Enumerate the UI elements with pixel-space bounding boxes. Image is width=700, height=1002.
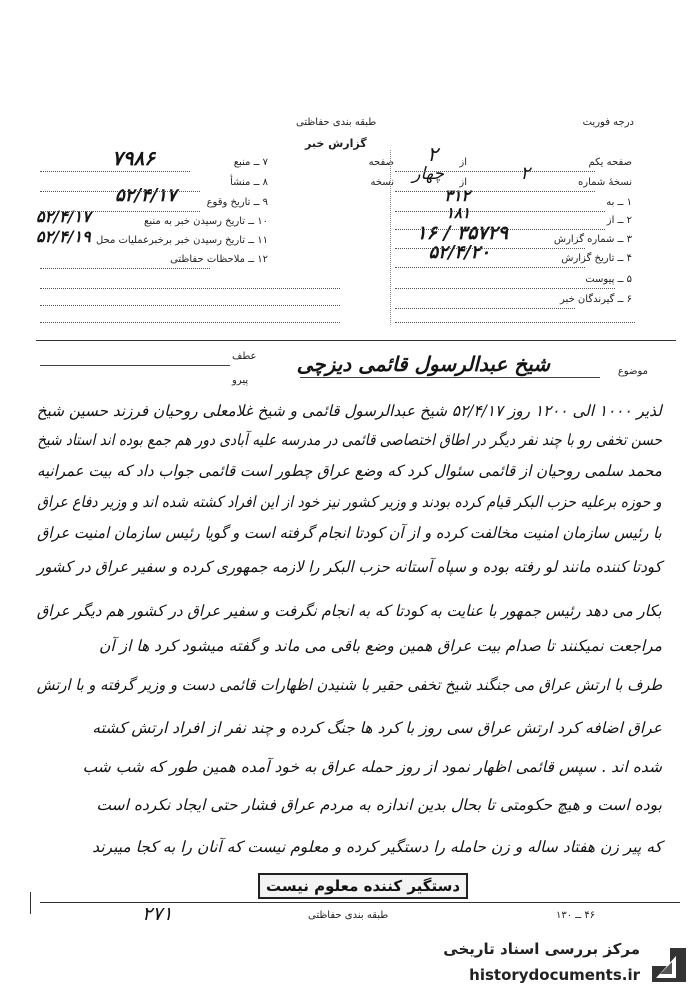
body-line: بکار می دهد رئیس جمهور با عنایت به کودتا که به انجام نگرفت و سفیر عراق در کشور هم دیگر عراق: [37, 602, 662, 620]
body-line: حسن تخفی رو با چند نفر دیگر در اطاق اختصاصی قائمی در مدرسه علیه آبادی دور هم جمع بوده اند استاد شیخ: [37, 431, 662, 449]
field-10-label: ۱۰ ــ تاریخ رسیدن خبر به منبع: [144, 216, 268, 227]
field-10-value: ۵۲/۴/۱۷: [36, 207, 91, 226]
header-separator: [36, 340, 676, 341]
dotline: [395, 191, 595, 192]
copy-total: چهار: [412, 164, 444, 184]
field-1-label: ۱ ــ به: [606, 197, 632, 208]
field-7-value: ۷۹۸۶: [112, 146, 155, 170]
body-line: و حوزه برعلیه حزب البکر قیام کرده بودند و وزیر کشور نیز خود از این افراد کشته شده اند و وزیر دفاع عراق: [37, 493, 662, 511]
dotline: [395, 211, 605, 212]
subject-value: شیخ عبدالرسول قائمی دیزچی: [296, 352, 550, 376]
dotline: [395, 267, 585, 268]
footer-classification: طبقه بندی حفاظتی: [308, 910, 389, 921]
field-12-label: ۱۲ ــ ملاحظات حفاظتی: [170, 254, 268, 265]
dotline: [40, 288, 340, 289]
copy-suffix: نسخه: [370, 177, 394, 188]
body-line: با رئیس سازمان امنیت مخالفت کرده و از آن کودتا انجام گرفته است و گویا رئیس سازمان امنیت عراق: [37, 524, 662, 542]
field-1-value: ۳۱۲: [444, 186, 470, 205]
dotline: [395, 308, 575, 309]
dotline: [40, 171, 190, 172]
field-8-label: ۸ ــ منشأ: [230, 177, 268, 188]
urgency-label: درجه فوریت: [582, 117, 634, 128]
body-line: عراق اضافه کرد ارتش عراق سی روز با کرد ها جنگ کرده و چند نفر از افراد ارتش کشته: [92, 719, 662, 737]
watermark: [402, 940, 692, 996]
footer-separator: [40, 902, 680, 903]
dotline: [40, 268, 210, 269]
body-line: مراجعت نمیکنند تا صدام بیت عراق همین وضع باقی می ماند و گفته میشود کرد ها از آن: [99, 637, 662, 655]
copy-number: ۲: [520, 163, 530, 184]
field-7-label: ۷ ــ منبع: [233, 157, 268, 168]
dotline: [40, 322, 340, 323]
field-4-label: ۴ ــ تاریخ گزارش: [561, 253, 632, 264]
atf-label: عطف: [232, 351, 257, 362]
copy-label: نسخهٔ شماره: [578, 177, 632, 188]
dotline: [395, 171, 595, 172]
watermark-url: historydocuments.ir: [469, 966, 640, 984]
report-title: گزارش خبر: [305, 137, 367, 150]
subject-label: موضوع: [617, 366, 648, 377]
footer-code: ۴۶ ــ ۱۳۰: [556, 910, 596, 921]
footer-handwritten-number: ۲۷۱: [142, 903, 173, 925]
dotline: [395, 248, 585, 249]
body-line: کودتا کننده مانند لو رفته بوده و سپاه آستانه حزب البکر را لازمه جمهوری کرده و سفیر عراق در کشور: [37, 558, 662, 576]
page-label: صفحه یکم: [588, 157, 632, 168]
margin-mark: [30, 892, 31, 914]
field-9-label: ۹ ــ تاریخ وقوع: [206, 197, 268, 208]
body-line: شده اند . سپس قائمی اظهار نمود از روز حمله عراق به خود آمده همین طور که شب شب: [82, 758, 662, 776]
dotline: [395, 322, 635, 323]
dotline: [40, 305, 340, 306]
copy-from: از: [459, 177, 467, 188]
subject-underline: [300, 377, 600, 378]
archive-logo-icon: [646, 942, 692, 988]
field-6-label: ۶ ــ گیرندگان خبر: [560, 294, 632, 305]
classification-title: طبقه بندی حفاظتی: [296, 117, 377, 128]
page-value: ۲: [427, 142, 438, 166]
body-line: طرف با ارتش عراق می جنگند شیخ تخفی حقیر با شنیدن اظهارات قائمی دست و وزیر گرفته و با ارتش: [36, 676, 662, 694]
field-3-value: ۳۵۷۲۹ / ۱۶: [416, 222, 508, 244]
stamp: دستگیر کننده معلوم نیست: [258, 873, 468, 899]
watermark-title: مرکز بررسی اسناد تاریخی: [443, 940, 640, 958]
dotline: [395, 288, 615, 289]
body-line: بوده است و هیچ حکومتی تا بحال بدین اندازه به مردم عراق فشار حتی ایجاد نکرده است: [96, 796, 662, 814]
field-2-label: ۲ ــ از: [606, 215, 632, 226]
field-2-value: ۱۸۱: [445, 204, 470, 222]
atf-line: [40, 365, 230, 366]
field-4-value: ۵۲/۴/۲۰: [428, 242, 490, 263]
page-suffix: صفحه: [368, 157, 394, 168]
dotline: [40, 191, 200, 192]
peyro-label: پیرو: [232, 375, 249, 386]
body-line: لذیر ۱۰۰۰ الی ۱۲۰۰ روز ۵۲/۴/۱۷ شیخ عبدالرسول قائمی و شیخ غلامعلی روحیان فرزند حسین شیخ: [37, 402, 662, 420]
field-3-label: ۳ ــ شماره گزارش: [553, 234, 632, 245]
dotline: [395, 229, 605, 230]
column-divider: [390, 150, 391, 325]
field-9-value: ۵۲/۴/۱۷: [115, 185, 177, 206]
field-5-label: ۵ ــ پیوست: [585, 274, 632, 285]
page-from: از: [459, 157, 467, 168]
field-11-label: ۱۱ ــ تاریخ رسیدن خبر برخبرعملیات محل: [95, 235, 268, 246]
dotline: [40, 211, 200, 212]
field-11-value: ۵۲/۴/۱۹: [36, 227, 91, 246]
body-line: که پیر زن هفتاد ساله و زن حامله را دستگیر کرده و معلوم نیست که آنان را به کجا میبرند: [92, 838, 662, 856]
body-line: محمد سلمی روحیان از قائمی سئوال کرد که وضع عراق چطور است قائمی جواب داد که بیت عمرانیه: [37, 462, 662, 480]
